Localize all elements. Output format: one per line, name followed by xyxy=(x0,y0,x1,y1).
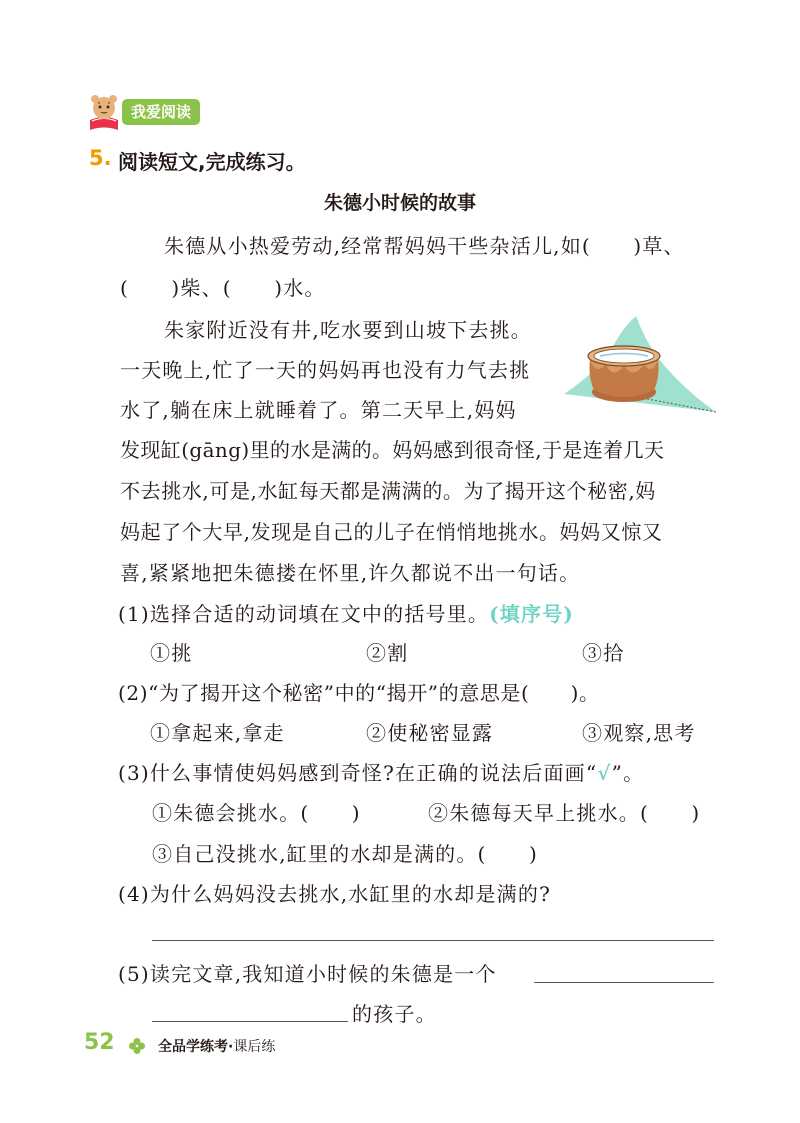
exercise-3-question xyxy=(118,757,644,786)
exercise-3-text: (3)什么事情使妈妈感到奇怪?在正确的说法后面画“ xyxy=(118,761,598,785)
section-badge: 我爱阅读 xyxy=(122,99,200,125)
answer-line-4[interactable] xyxy=(152,940,714,941)
exercise-3-option: ①朱德会挑水。( ) xyxy=(152,801,361,825)
exercise-5-text-end: 的孩子。 xyxy=(352,1002,437,1026)
story-line: 喜,紧紧地把朱德搂在怀里,许久都说不出一句话。 xyxy=(120,561,581,585)
story-line: 妈起了个大早,发现是自己的儿子在悄悄地挑水。妈妈又惊又 xyxy=(120,520,663,544)
exercise-2-option: ②使秘密显露 xyxy=(366,721,494,745)
exercise-2-option: ③观察,思考 xyxy=(582,721,696,745)
exercise-3-option: ③自己没挑水,缸里的水却是满的。( ) xyxy=(152,842,538,866)
footer-dot: · xyxy=(228,1039,234,1055)
story-line: 朱德从小热爱劳动,经常帮妈妈干些杂活儿,如( )草、 xyxy=(164,234,685,258)
answer-line-5b[interactable] xyxy=(152,1021,348,1022)
footer-book-title xyxy=(158,1036,275,1056)
exercise-2-question: (2)“为了揭开这个秘密”中的“揭开”的意思是( )。 xyxy=(118,681,600,705)
reading-mascot-icon xyxy=(84,92,124,136)
exercise-2-option: ①拿起来,拿走 xyxy=(150,721,285,745)
exercise-3-text-end: ”。 xyxy=(611,761,645,785)
page-number: 52 xyxy=(84,1030,115,1055)
story-line: 水了,躺在床上就睡着了。第二天早上,妈妈 xyxy=(120,398,517,422)
water-jar-illustration xyxy=(560,312,720,424)
story-title: 朱德小时候的故事 xyxy=(323,192,476,214)
exercise-1-question xyxy=(118,598,574,627)
question-instruction: 阅读短文,完成练习。 xyxy=(118,150,306,174)
exercise-3-option: ②朱德每天早上挑水。( ) xyxy=(428,801,701,825)
story-line: 一天晚上,忙了一天的妈妈再也没有力气去挑 xyxy=(120,358,531,382)
footer-book: 全品学练考 xyxy=(158,1039,228,1055)
checkmark-icon: √ xyxy=(597,761,612,785)
exercise-5-question: (5)读完文章,我知道小时候的朱德是一个 xyxy=(118,962,497,986)
exercise-1-text: (1)选择合适的动词填在文中的括号里。 xyxy=(118,602,490,626)
story-line: 发现缸(gāng)里的水是满的。妈妈感到很奇怪,于是连着几天 xyxy=(120,438,665,462)
footer-section: 课后练 xyxy=(233,1039,276,1055)
answer-line-5a[interactable] xyxy=(534,982,714,983)
exercise-1-option: ②割 xyxy=(366,641,409,665)
story-line: 不去挑水,可是,水缸每天都是满满的。为了揭开这个秘密,妈 xyxy=(120,479,656,503)
exercise-1-option: ①挑 xyxy=(150,641,193,665)
story-line: ( )柴、( )水。 xyxy=(120,276,326,300)
clover-icon xyxy=(128,1037,146,1059)
exercise-1-option: ③拾 xyxy=(582,641,625,665)
question-number: 5. xyxy=(89,146,112,170)
exercise-4-question: (4)为什么妈妈没去挑水,水缸里的水却是满的? xyxy=(118,882,552,906)
exercise-1-hint: (填序号) xyxy=(489,602,575,626)
story-line: 朱家附近没有井,吃水要到山坡下去挑。 xyxy=(164,318,532,342)
